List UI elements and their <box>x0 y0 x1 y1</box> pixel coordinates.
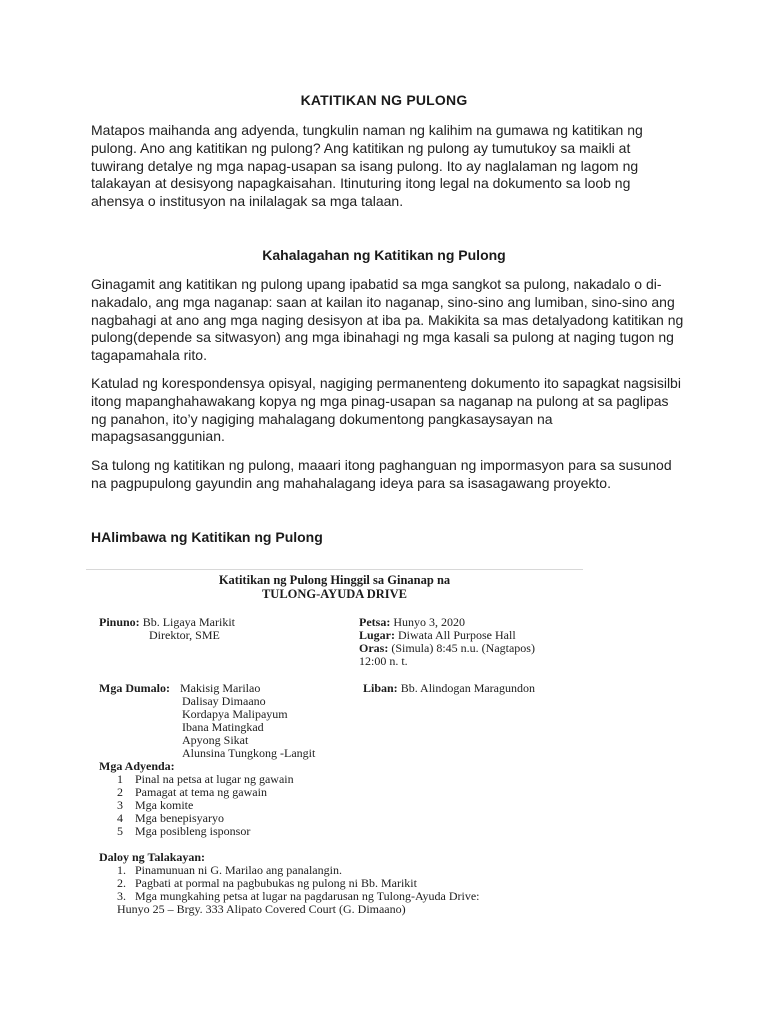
minutes-subtitle: TULONG-AYUDA DRIVE <box>261 587 408 601</box>
petsa-label: Petsa: <box>359 615 391 629</box>
liban-value: Bb. Alindogan Maragundon <box>400 681 536 695</box>
minutes-title: Katitikan ng Pulong Hinggil sa Ginanap na <box>218 573 451 587</box>
adyenda-label: Mga Adyenda: <box>99 759 175 773</box>
oras-end: 12:00 n. t. <box>359 654 408 668</box>
text-line: Sa tulong ng katitikan ng pulong, maaari itong paghanguan ng impormasyon para sa susunod <box>91 457 672 473</box>
lugar-label: Lugar: <box>359 628 395 642</box>
body-paragraph-2 <box>91 375 691 446</box>
text-line: talakayan at desisyong napagkaisahan. Itinuturing itong legal na dokumento sa loob ng <box>91 175 631 192</box>
text-line: tagapamahala rito. <box>91 347 207 364</box>
text-line: pulong. Ano ang katitikan ng pulong? Ang katitikan ng pulong ay tumutukoy sa maikli at <box>91 139 631 156</box>
discussion-item-continuation: Hunyo 25 – Brgy. 333 Alipato Covered Court (G. Dimaano) <box>117 902 406 916</box>
pinuno-label: Pinuno: <box>99 615 140 629</box>
text-line: Ginagamit ang katitikan ng pulong upang ipabatid sa mga sangkot sa pulong, nakadalo o di- <box>91 276 662 292</box>
text-line: tuwirang detalye ng mga napag-usapan sa isang pulong. Ito ay naglalaman ng lagom ng <box>91 157 639 174</box>
attendee-item: Ibana Matingkad <box>182 720 264 734</box>
agenda-item: 1 Pinal na petsa at lugar ng gawain <box>117 772 294 786</box>
oras-value: (Simula) 8:45 n.u. (Nagtapos) <box>391 641 535 655</box>
body-paragraph-3 <box>91 457 691 493</box>
petsa-value: Hunyo 3, 2020 <box>393 615 465 629</box>
lugar-value: Diwata All Purpose Hall <box>398 628 516 642</box>
text-line: Katulad ng korespondensya opisyal, nagiging permanenteng dokumento ito sapagkat nagsisilbi <box>91 375 681 391</box>
section-heading: Kahalagahan ng Katitikan ng Pulong <box>262 247 506 263</box>
oras-label: Oras: <box>359 641 389 655</box>
text-line: mapagsasanggunian. <box>91 428 225 445</box>
document-title: KATITIKAN NG PULONG <box>300 92 468 108</box>
daloy-label: Daloy ng Talakayan: <box>99 850 206 864</box>
text-line: itong mapanghahawakang kopya ng mga pinag-usapan sa naganap na pulong at sa paglipas <box>91 392 669 409</box>
body-paragraph-1 <box>91 276 691 365</box>
example-heading: HAlimbawa ng Katitikan ng Pulong <box>91 529 323 545</box>
text-line: ahensya o institusyon na inilalagak sa mga talaan. <box>91 193 404 210</box>
agenda-item: 5 Mga posibleng isponsor <box>117 824 251 838</box>
text-line: pulong(depende sa sitwasyon) ang mga ibinahagi ng mga kasali sa pulong at naging tugon ng <box>91 329 674 346</box>
attendee-item: Kordapya Malipayum <box>182 707 288 721</box>
intro-paragraph <box>91 122 691 211</box>
dumalo-label: Mga Dumalo: <box>99 681 170 695</box>
pinuno-value: Bb. Ligaya Marikit <box>142 615 236 629</box>
agenda-item: 3 Mga komite <box>117 798 194 812</box>
discussion-item: 1. Pinamunuan ni G. Marilao ang panalangin. <box>117 863 342 877</box>
agenda-item: 2 Pamagat at tema ng gawain <box>117 785 267 799</box>
attendee-item: Dalisay Dimaano <box>182 694 266 708</box>
discussion-item: 3. Mga mungkahing petsa at lugar na pagdarusan ng Tulong-Ayuda Drive: <box>117 889 480 903</box>
attendee-item: Alunsina Tungkong -Langit <box>182 746 316 760</box>
attendee-item: Apyong Sikat <box>182 733 249 747</box>
liban-row <box>363 682 535 695</box>
discussion-item: 2. Pagbati at pormal na pagbubukas ng pulong ni Bb. Marikit <box>117 876 417 890</box>
attendee-item: Makisig Marilao <box>180 681 261 695</box>
liban-label: Liban: <box>363 681 398 695</box>
text-line: nagbahagi at ano ang mga naging desisyon at iba pa. Makikita sa mas detalyadong katitikan ng <box>91 311 684 328</box>
agenda-item: 4 Mga benepisyaryo <box>117 811 224 825</box>
text-line: Matapos maihanda ang adyenda, tungkulin naman ng kalihim na gumawa ng katitikan ng <box>91 122 643 138</box>
meeting-minutes-image <box>86 569 583 922</box>
text-line: nakadalo, ang mga naganap: saan at kailan ito naganap, sino-sino ang lumiban, sino-sino ang <box>91 293 675 310</box>
pinuno-position: Direktor, SME <box>149 628 220 642</box>
text-line: ng panahon, ito’y nagiging mahalagang dokumentong pangkasaysayan na <box>91 410 553 427</box>
text-line: na pagpupulong gayundin ang mahahalagang ideya para sa isasagawang proyekto. <box>91 474 611 491</box>
